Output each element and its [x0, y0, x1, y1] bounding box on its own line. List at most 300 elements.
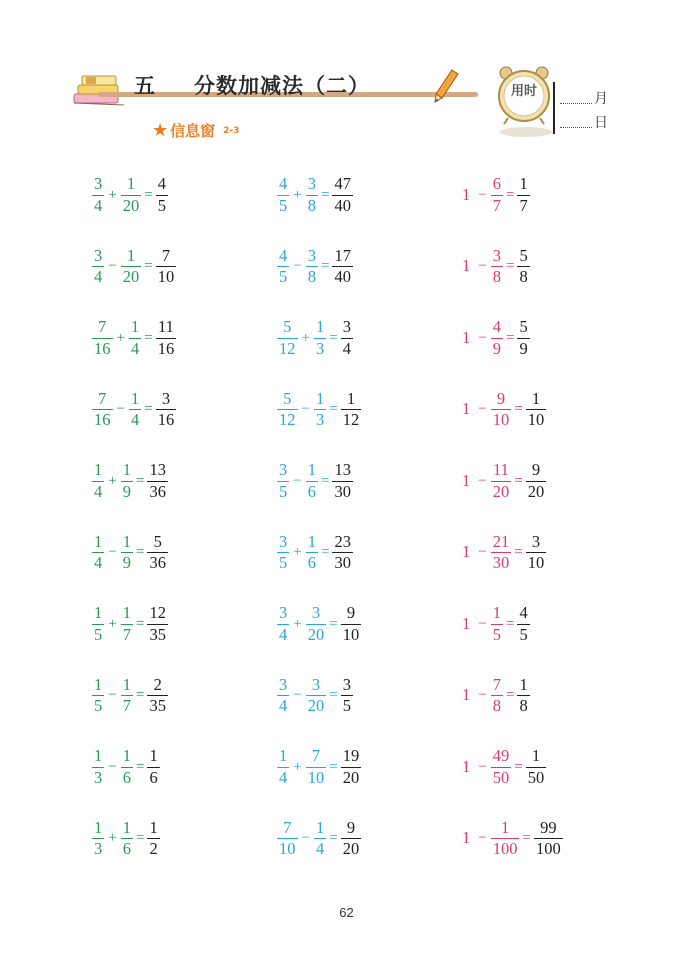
- equals-sign: =: [320, 472, 330, 489]
- answer-fraction: [341, 319, 353, 357]
- second-fraction-numerator: 21: [492, 531, 510, 551]
- answer-fraction-denominator: 50: [527, 767, 545, 787]
- math-problem: [92, 244, 176, 290]
- first-fraction-numerator: 3: [279, 674, 288, 694]
- whole-number: 1: [462, 613, 471, 633]
- second-fraction-denominator: 4: [315, 839, 325, 858]
- answer-fraction-numerator: 13: [334, 460, 351, 479]
- first-fraction: [92, 605, 104, 643]
- second-fraction-denominator: 4: [130, 410, 140, 429]
- second-fraction: [491, 319, 503, 357]
- answer-fraction: [156, 319, 177, 357]
- equals-sign: =: [135, 687, 145, 703]
- first-fraction-numerator: 1: [94, 817, 103, 837]
- answer-fraction-numerator: 3: [161, 388, 171, 408]
- answer-fraction: [526, 531, 547, 572]
- second-fraction: [491, 388, 512, 429]
- first-fraction-denominator: 4: [279, 696, 288, 715]
- answer-fraction-numerator: 12: [149, 603, 166, 622]
- second-fraction-denominator: 7: [122, 624, 131, 644]
- first-fraction-numerator: 4: [279, 245, 288, 265]
- first-fraction-numerator: 3: [279, 531, 288, 551]
- operator: +: [293, 758, 302, 775]
- operator: +: [293, 544, 302, 560]
- info-window-text: 信息窗: [170, 122, 216, 140]
- second-fraction: [491, 748, 512, 786]
- answer-fraction-numerator: 1: [531, 388, 541, 408]
- answer-fraction-numerator: 3: [342, 317, 351, 336]
- second-fraction: [121, 748, 133, 786]
- operator: −: [478, 687, 487, 703]
- operator: −: [478, 544, 487, 560]
- equals-sign: =: [522, 830, 531, 846]
- equals-sign: =: [135, 615, 145, 632]
- second-fraction: [129, 319, 141, 357]
- first-fraction-denominator: 4: [94, 195, 103, 215]
- operator: −: [301, 830, 310, 846]
- math-problem: [277, 387, 361, 433]
- equals-sign: =: [505, 615, 515, 632]
- math-problem: [92, 673, 168, 719]
- second-fraction: [121, 817, 133, 858]
- second-fraction-denominator: 8: [492, 267, 501, 286]
- second-fraction-numerator: 1: [130, 388, 140, 408]
- answer-fraction-numerator: 11: [157, 317, 174, 336]
- second-fraction: [314, 817, 326, 858]
- second-fraction: [314, 319, 326, 357]
- answer-fraction: [526, 748, 547, 786]
- second-fraction-denominator: 20: [122, 195, 140, 215]
- second-fraction: [121, 674, 133, 715]
- answer-fraction: [332, 531, 353, 572]
- answer-fraction-denominator: 6: [149, 767, 158, 787]
- math-problem: [462, 673, 530, 719]
- second-fraction-numerator: 1: [307, 531, 316, 551]
- answer-fraction-denominator: 20: [342, 839, 360, 858]
- second-fraction-denominator: 6: [307, 481, 316, 501]
- equals-sign: =: [135, 472, 145, 489]
- first-fraction: [277, 605, 289, 643]
- first-fraction-denominator: 16: [94, 410, 111, 429]
- operator: −: [478, 472, 487, 489]
- second-fraction-denominator: 20: [492, 481, 510, 501]
- whole-number: 1: [462, 327, 471, 347]
- second-fraction: [306, 748, 327, 786]
- answer-fraction: [332, 245, 353, 286]
- equals-sign: =: [320, 258, 330, 274]
- second-fraction-denominator: 20: [307, 624, 325, 644]
- first-fraction-denominator: 3: [94, 839, 103, 858]
- answer-fraction-denominator: 30: [334, 553, 351, 572]
- operator: +: [116, 329, 125, 346]
- equals-sign: =: [514, 401, 523, 417]
- second-fraction: [121, 605, 133, 643]
- operator: −: [293, 258, 302, 274]
- second-fraction: [491, 605, 503, 643]
- answer-fraction: [332, 462, 353, 500]
- answer-fraction-numerator: 1: [149, 817, 158, 837]
- answer-fraction-denominator: 20: [527, 481, 545, 501]
- first-fraction: [277, 674, 289, 715]
- second-fraction-numerator: 6: [492, 174, 501, 193]
- math-problem: [277, 601, 361, 647]
- alarm-clock-icon: [494, 64, 554, 140]
- operator: −: [478, 830, 487, 846]
- answer-fraction: [147, 605, 168, 643]
- answer-fraction-denominator: 35: [149, 624, 166, 644]
- second-fraction-numerator: 1: [307, 460, 316, 479]
- second-fraction-numerator: 1: [315, 317, 325, 336]
- math-problem: [277, 816, 361, 862]
- first-fraction: [277, 531, 289, 572]
- answer-fraction-numerator: 4: [519, 603, 528, 622]
- second-fraction: [306, 674, 327, 715]
- day-label: 日: [594, 115, 608, 131]
- second-fraction-numerator: 1: [122, 674, 131, 694]
- operator: +: [293, 615, 302, 632]
- answer-fraction-denominator: 5: [342, 696, 351, 715]
- answer-fraction-denominator: 30: [334, 481, 351, 501]
- first-fraction-numerator: 5: [283, 317, 292, 336]
- answer-fraction-numerator: 9: [346, 817, 356, 837]
- second-fraction-numerator: 1: [122, 817, 131, 837]
- answer-fraction-denominator: 20: [342, 767, 360, 787]
- math-problem: [92, 816, 160, 862]
- first-fraction-numerator: 1: [94, 746, 103, 765]
- answer-fraction: [147, 462, 168, 500]
- answer-fraction: [517, 674, 529, 715]
- first-fraction-numerator: 4: [279, 174, 288, 193]
- first-fraction-numerator: 3: [94, 245, 103, 265]
- first-fraction-denominator: 4: [279, 624, 288, 644]
- math-problem: [462, 744, 546, 790]
- first-fraction-denominator: 3: [94, 767, 103, 787]
- answer-fraction-numerator: 17: [334, 245, 351, 265]
- answer-fraction: [341, 817, 362, 858]
- answer-fraction-denominator: 36: [149, 553, 166, 572]
- second-fraction-denominator: 8: [492, 696, 501, 715]
- whole-number: 1: [462, 184, 471, 204]
- first-fraction-denominator: 4: [94, 553, 103, 572]
- first-fraction: [92, 245, 104, 286]
- second-fraction-denominator: 10: [307, 767, 325, 787]
- operator: −: [478, 258, 487, 274]
- info-window-code: 2-3: [223, 125, 240, 136]
- equals-sign: =: [135, 758, 145, 775]
- first-fraction-numerator: 1: [94, 460, 103, 479]
- answer-fraction: [526, 462, 547, 500]
- answer-fraction-numerator: 1: [531, 746, 541, 765]
- answer-fraction: [517, 605, 529, 643]
- whole-number: 1: [462, 828, 471, 848]
- second-fraction-numerator: 1: [315, 388, 325, 408]
- answer-fraction: [147, 531, 168, 572]
- second-fraction-numerator: 3: [492, 245, 501, 265]
- second-fraction-denominator: 3: [315, 338, 325, 358]
- answer-fraction-denominator: 5: [519, 624, 528, 644]
- answer-fraction-denominator: 16: [157, 410, 175, 429]
- operator: −: [301, 401, 310, 417]
- answer-fraction-numerator: 1: [519, 174, 528, 193]
- second-fraction: [314, 388, 326, 429]
- math-problem: [92, 530, 168, 576]
- math-problem: [462, 172, 530, 218]
- math-problem: [277, 673, 353, 719]
- math-problem: [462, 458, 546, 504]
- answer-fraction-numerator: 3: [531, 531, 541, 551]
- operator: −: [108, 687, 117, 703]
- equals-sign: =: [329, 615, 338, 632]
- answer-fraction-numerator: 1: [346, 388, 356, 408]
- whole-number: 1: [462, 470, 471, 490]
- first-fraction-numerator: 1: [279, 746, 288, 765]
- answer-fraction: [147, 674, 168, 715]
- equals-sign: =: [505, 329, 515, 346]
- answer-fraction: [332, 176, 353, 214]
- first-fraction-denominator: 5: [94, 624, 103, 644]
- equals-sign: =: [329, 401, 338, 417]
- answer-fraction-denominator: 40: [334, 195, 351, 215]
- equals-sign: =: [514, 472, 523, 489]
- second-fraction-denominator: 20: [307, 696, 325, 715]
- answer-fraction-numerator: 99: [540, 817, 557, 837]
- first-fraction-numerator: 3: [94, 174, 103, 193]
- equals-sign: =: [514, 544, 523, 560]
- first-fraction-numerator: 1: [94, 531, 103, 551]
- answer-fraction: [517, 319, 529, 357]
- first-fraction-denominator: 10: [279, 839, 296, 858]
- first-fraction-numerator: 7: [283, 817, 292, 837]
- math-problem: [462, 816, 563, 862]
- first-fraction-denominator: 16: [94, 338, 111, 358]
- first-fraction: [92, 748, 104, 786]
- equals-sign: =: [144, 186, 153, 203]
- second-fraction: [491, 245, 503, 286]
- second-fraction-denominator: 9: [122, 481, 131, 501]
- equals-sign: =: [144, 401, 153, 417]
- second-fraction-numerator: 1: [126, 245, 136, 265]
- answer-fraction: [341, 748, 362, 786]
- second-fraction-numerator: 7: [492, 674, 501, 694]
- answer-fraction: [534, 817, 563, 858]
- first-fraction-numerator: 1: [94, 603, 103, 622]
- second-fraction: [306, 176, 318, 214]
- answer-fraction: [156, 388, 177, 429]
- math-problem: [462, 601, 530, 647]
- time-used-label: 用时: [510, 84, 537, 99]
- first-fraction-numerator: 5: [283, 388, 292, 408]
- answer-fraction-numerator: 7: [161, 245, 171, 265]
- answer-fraction: [341, 605, 362, 643]
- month-label: 月: [594, 91, 608, 107]
- answer-fraction-denominator: 35: [149, 696, 166, 715]
- answer-fraction: [156, 176, 168, 214]
- answer-fraction-numerator: 5: [519, 245, 528, 265]
- first-fraction-numerator: 7: [98, 388, 107, 408]
- equals-sign: =: [514, 758, 523, 775]
- answer-fraction-denominator: 40: [334, 267, 351, 286]
- second-fraction-denominator: 8: [307, 267, 316, 286]
- day-field: [560, 112, 620, 132]
- math-problem: [277, 458, 353, 504]
- second-fraction: [121, 176, 142, 214]
- second-fraction: [121, 462, 133, 500]
- second-fraction-numerator: 1: [122, 460, 131, 479]
- operator: −: [478, 186, 487, 203]
- operator: −: [478, 401, 487, 417]
- second-fraction-denominator: 6: [307, 553, 316, 572]
- second-fraction-denominator: 100: [492, 839, 518, 858]
- second-fraction-denominator: 4: [130, 338, 140, 358]
- first-fraction: [277, 462, 289, 500]
- answer-fraction: [517, 245, 529, 286]
- equals-sign: =: [505, 687, 515, 703]
- operator: +: [108, 830, 117, 846]
- first-fraction-denominator: 12: [279, 338, 296, 358]
- whole-number: 1: [462, 256, 471, 276]
- operator: −: [116, 401, 125, 417]
- equals-sign: =: [329, 830, 338, 846]
- equals-sign: =: [329, 329, 338, 346]
- equals-sign: =: [135, 544, 145, 560]
- math-problem: [92, 601, 168, 647]
- answer-fraction-denominator: 100: [535, 839, 561, 858]
- answer-fraction-denominator: 16: [157, 338, 175, 358]
- equals-sign: =: [320, 186, 330, 203]
- second-fraction-denominator: 9: [122, 553, 131, 572]
- first-fraction: [92, 388, 113, 429]
- answer-fraction-numerator: 2: [153, 674, 162, 694]
- date-divider: [553, 82, 555, 134]
- math-problem: [92, 315, 176, 361]
- operator: +: [108, 615, 117, 632]
- second-fraction-denominator: 30: [492, 553, 510, 572]
- math-problem: [92, 458, 168, 504]
- second-fraction-numerator: 1: [122, 746, 131, 765]
- answer-fraction: [147, 817, 159, 858]
- month-blank: [560, 103, 592, 104]
- first-fraction-denominator: 4: [94, 481, 103, 501]
- second-fraction: [306, 245, 318, 286]
- second-fraction: [121, 531, 133, 572]
- answer-fraction-numerator: 47: [334, 174, 351, 193]
- second-fraction-denominator: 9: [492, 338, 501, 358]
- answer-fraction: [341, 674, 353, 715]
- second-fraction-numerator: 7: [311, 746, 321, 765]
- second-fraction: [491, 531, 512, 572]
- answer-fraction-numerator: 19: [342, 746, 360, 765]
- operator: −: [108, 544, 117, 560]
- operator: −: [108, 258, 117, 274]
- first-fraction: [92, 531, 104, 572]
- first-fraction-denominator: 12: [279, 410, 296, 429]
- first-fraction-numerator: 7: [98, 317, 107, 336]
- answer-fraction-denominator: 12: [342, 410, 360, 429]
- answer-fraction-numerator: 1: [149, 746, 158, 765]
- operator: −: [478, 758, 487, 775]
- answer-fraction: [341, 388, 362, 429]
- operator: −: [478, 329, 487, 346]
- math-problem: [462, 244, 530, 290]
- second-fraction: [491, 674, 503, 715]
- first-fraction-numerator: 3: [279, 460, 288, 479]
- operator: +: [301, 329, 310, 346]
- info-window-label: [152, 120, 239, 141]
- first-fraction-denominator: 5: [279, 553, 288, 572]
- equals-sign: =: [135, 830, 145, 846]
- second-fraction: [306, 605, 327, 643]
- first-fraction: [277, 388, 298, 429]
- operator: +: [108, 472, 117, 489]
- second-fraction-denominator: 10: [492, 410, 510, 429]
- answer-fraction-numerator: 9: [531, 460, 541, 479]
- answer-fraction-denominator: 8: [519, 267, 528, 286]
- first-fraction: [277, 817, 298, 858]
- first-fraction-numerator: 3: [279, 603, 288, 622]
- second-fraction: [306, 462, 318, 500]
- second-fraction-numerator: 1: [492, 603, 501, 622]
- second-fraction-denominator: 7: [492, 195, 501, 215]
- answer-fraction-denominator: 10: [157, 267, 175, 286]
- operator: +: [293, 186, 302, 203]
- answer-fraction-numerator: 9: [346, 603, 356, 622]
- answer-fraction-denominator: 10: [527, 410, 545, 429]
- second-fraction-numerator: 3: [307, 245, 316, 265]
- operator: −: [478, 615, 487, 632]
- math-problem: [462, 387, 546, 433]
- operator: −: [293, 687, 302, 703]
- second-fraction-numerator: 1: [122, 603, 131, 622]
- first-fraction: [92, 176, 104, 214]
- first-fraction-denominator: 4: [94, 267, 103, 286]
- math-problem: [462, 315, 530, 361]
- month-field: [560, 88, 620, 108]
- equals-sign: =: [144, 329, 153, 346]
- first-fraction-denominator: 5: [279, 481, 288, 501]
- answer-fraction-denominator: 7: [519, 195, 528, 215]
- second-fraction-denominator: 5: [492, 624, 501, 644]
- math-problem: [92, 172, 168, 218]
- chapter-number: 五: [134, 74, 156, 98]
- second-fraction-denominator: 20: [122, 267, 140, 286]
- second-fraction-numerator: 3: [311, 674, 321, 694]
- equals-sign: =: [505, 258, 515, 274]
- answer-fraction-denominator: 2: [149, 839, 158, 858]
- first-fraction: [92, 674, 104, 715]
- chapter-name: 分数加减法（二）: [194, 74, 370, 98]
- equals-sign: =: [329, 758, 338, 775]
- answer-fraction-denominator: 4: [342, 338, 351, 358]
- second-fraction-denominator: 50: [492, 767, 510, 787]
- second-fraction-numerator: 49: [492, 746, 510, 765]
- equals-sign: =: [329, 687, 338, 703]
- first-fraction: [92, 462, 104, 500]
- operator: +: [108, 186, 117, 203]
- second-fraction: [129, 388, 141, 429]
- math-problem: [277, 530, 353, 576]
- answer-fraction-denominator: 36: [149, 481, 166, 501]
- equals-sign: =: [320, 544, 330, 560]
- answer-fraction: [156, 245, 177, 286]
- second-fraction-denominator: 3: [315, 410, 325, 429]
- second-fraction-numerator: 9: [496, 388, 506, 408]
- equals-sign: =: [144, 258, 153, 274]
- answer-fraction-numerator: 13: [149, 460, 166, 479]
- answer-fraction: [517, 176, 529, 214]
- second-fraction-denominator: 8: [307, 195, 316, 215]
- answer-fraction-denominator: 10: [527, 553, 545, 572]
- chapter-header: [72, 66, 462, 110]
